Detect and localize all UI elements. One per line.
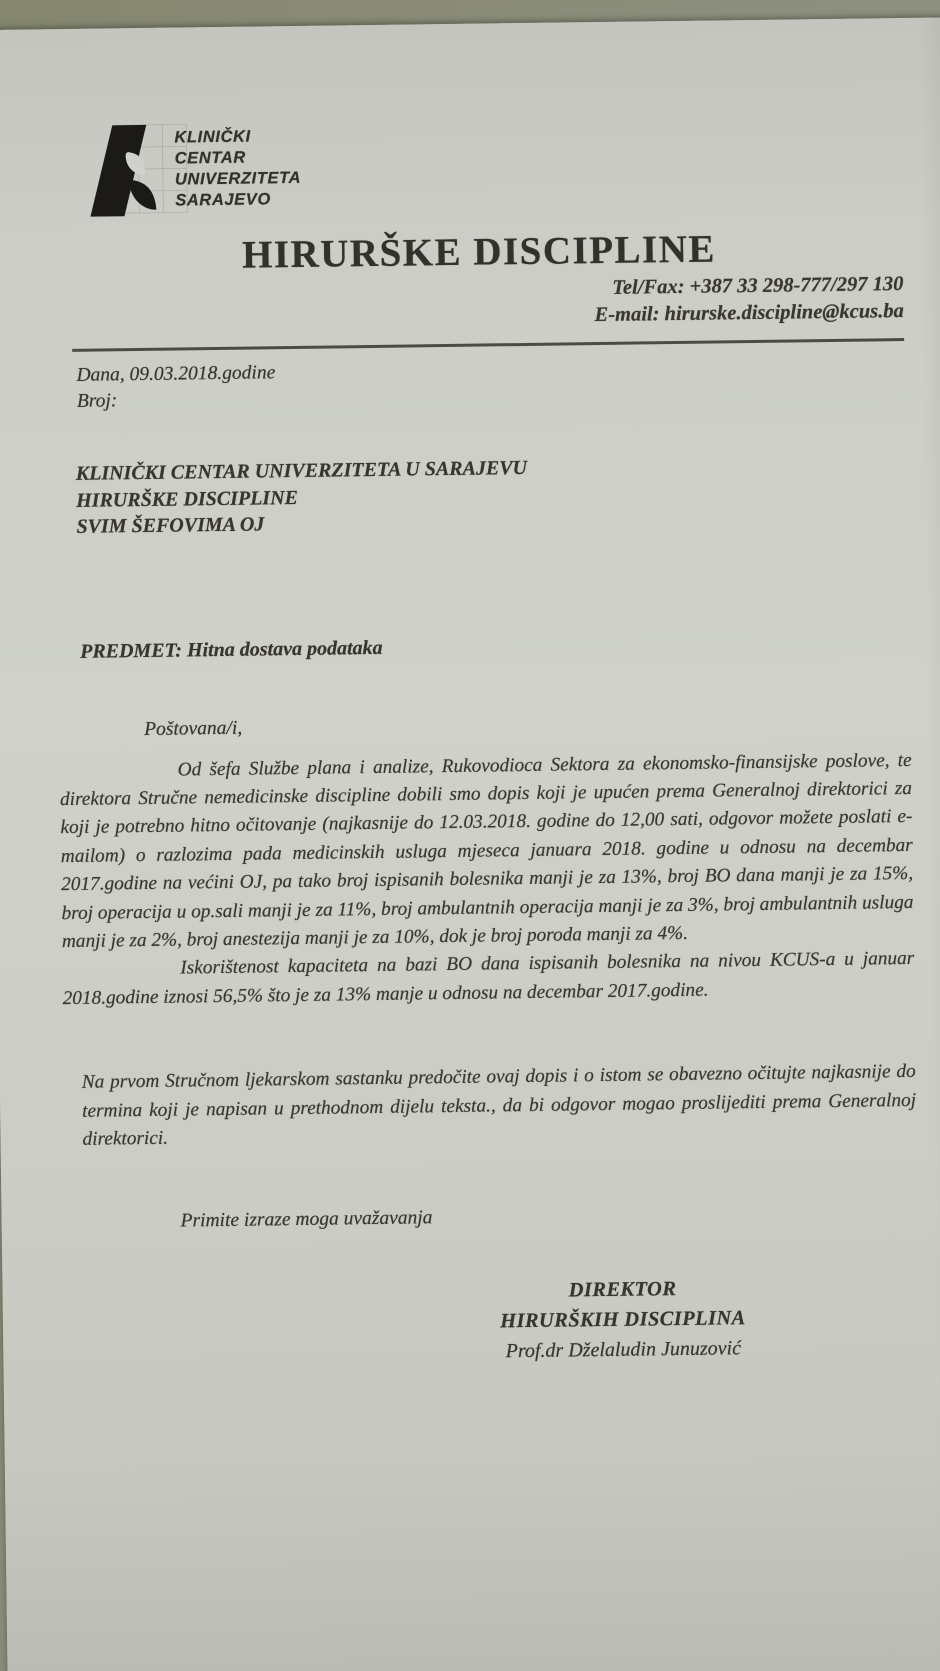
logo-line-3: UNIVERZITETA — [174, 168, 302, 189]
recipient-line-2: HIRURŠKE DISCIPLINE — [76, 486, 299, 512]
letter-content — [1, 114, 940, 1374]
telfax-line: Tel/Fax: +387 33 298-777/297 130 — [612, 273, 904, 299]
recipient-line-3: SVIM ŠEFOVIMA OJ — [76, 513, 265, 538]
logo-line-1: KLINIČKI — [174, 127, 251, 147]
salutation: Poštovana/i, — [144, 717, 243, 740]
subject-line: PREDMET: Hitna dostava podataka — [79, 636, 383, 663]
body-paragraph-3: Na prvom Stručnom ljekarskom sastanku predočite ovaj dopis i o istom se obavezno očitujte najkasnije do termina koji je napisan u prethodnom dijelu teksta., da bi odgovor mogao proslijediti prema Generalnoj direktorici. — [81, 1061, 917, 1150]
number-line: Broj: — [76, 390, 118, 412]
letterhead — [84, 114, 904, 221]
signature-title-1: DIREKTOR — [568, 1278, 677, 1302]
signature-title-2: HIRURŠKIH DISCIPLINA — [500, 1307, 746, 1333]
contact-block — [53, 271, 906, 336]
signature-name: Prof.dr Dželaludin Junuzović — [505, 1337, 742, 1363]
logo-org-name — [174, 126, 301, 212]
body-paragraph-2: Iskorištenost kapaciteta na bazi BO dana ispisanih bolesnika na nivou KCUS-a u januar 2018.godine iznosi 56,5% što je za 13% manje u odnosu na decembar 2017.godine. — [62, 948, 915, 1009]
closing-line: Primite izraze moga uvažavanja — [180, 1207, 433, 1232]
signature-block — [422, 1273, 823, 1368]
logo-line-4: SARAJEVO — [175, 190, 271, 210]
email-line: E-mail: hirurske.discipline@kcus.ba — [594, 300, 904, 327]
header-divider — [72, 338, 904, 352]
document-title: HIRURŠKE DISCIPLINE — [241, 227, 717, 277]
recipient-line-1: KLINIČKI CENTAR UNIVERZITETA U SARAJEVU — [75, 456, 528, 485]
body-paragraph-1: Od šefa Službe plana i analize, Rukovodioca Sektora za ekonomsko-finansijske poslove, te direktora Stručne nemedicinske discipline dobili smo dopis koji je upućen prema Generalnoj direktorici za koji je potrebno hitno očitovanje (najkasnije do 12.03.2018. godine do 12,00 sati, odgovor možete poslati e-mailom) o razlozima pada medicinskih usluga mjeseca januara 2018. godine u odnosu na decembar 2017.godine na većini OJ, pa tako broj ispisanih bolesnika manji je za 13%, broj BO dana manji je za 15%, broj operacija u op.sali manji je za 11%, broj ambulantnih operacija manji je za 3%, broj ambulantnih usluga manji je za 2%, broj anestezija manji je za 10%, dok je broj poroda manji za 4%. — [59, 749, 914, 953]
meta-block — [76, 352, 907, 415]
date-line: Dana, 09.03.2018.godine — [76, 362, 276, 386]
recipient-block — [76, 450, 909, 540]
document-page — [0, 17, 940, 1671]
logo-line-2: CENTAR — [174, 148, 246, 168]
